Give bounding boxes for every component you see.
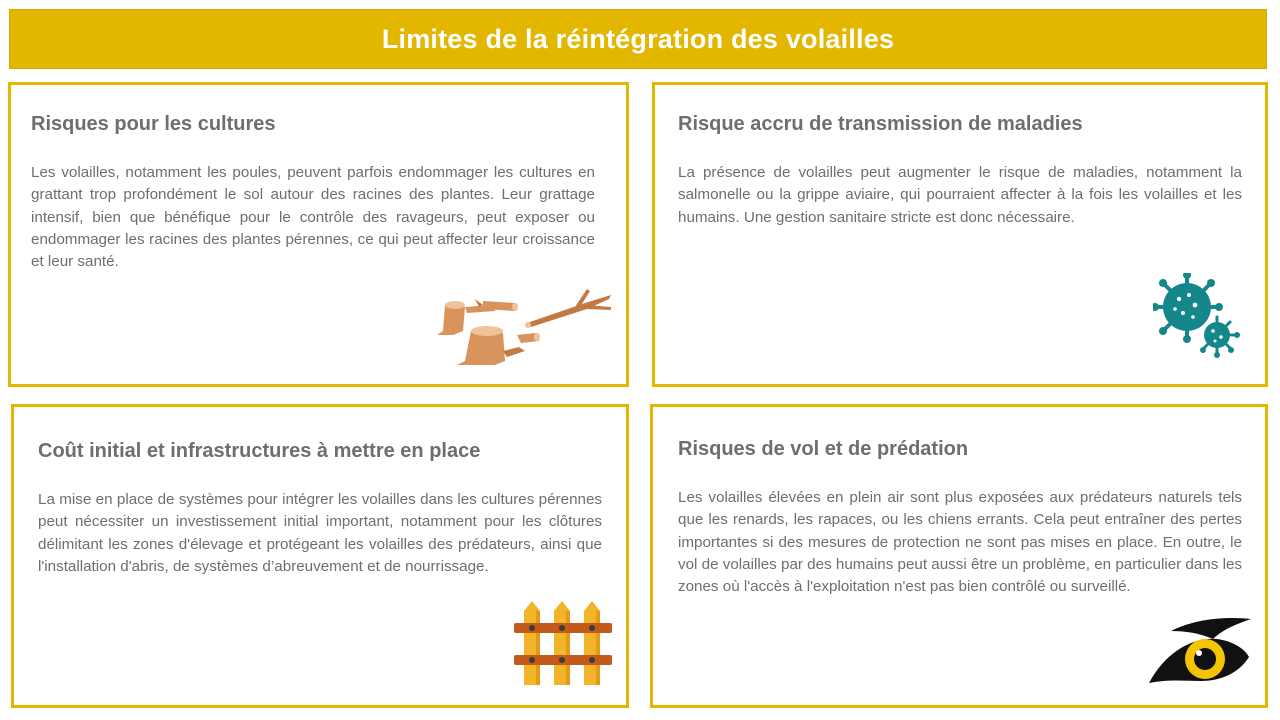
- card-body: La présence de volailles peut augmenter le risque de maladies, notamment la salmonelle ou la grippe aviaire, qui pourraient affecter à la fois les volailles et les humains. Une gestion sanitaire stricte est donc nécessaire.: [678, 164, 1242, 226]
- page-title: Limites de la réintégration des volailles: [381, 23, 895, 54]
- card-initial-cost: [11, 404, 629, 708]
- fence-icon: [512, 599, 614, 687]
- card-theft-predation: [650, 404, 1268, 708]
- card-crop-risks: [8, 82, 629, 387]
- title-banner: [9, 9, 1267, 69]
- card-title: Coût initial et infrastructures à mettre en place: [38, 440, 481, 462]
- predator-eye-icon: [1147, 617, 1251, 687]
- virus-icon: [1153, 273, 1243, 361]
- card-body: Les volailles élevées en plein air sont plus exposées aux prédateurs naturels tels que les renards, les rapaces, ou les chiens errants. Cela peut entraîner des pertes importantes si des mesures de protection ne sont pas mises en place. En outre, le vol de volailles par des humains peut aussi être un problème, en particulier dans les zones où l'accès à l'exploitation n'est pas bien contrôlé ou surveillé.: [678, 489, 1242, 596]
- card-body: La mise en place de systèmes pour intégrer les volailles dans les cultures pérennes peut nécessiter un investissement initial important, notamment pour les clôtures délimitant les zones d'élevage et protégeant les volailles des prédateurs, ainsi que l'installation d'abris, de systèmes d’abreuvement et de nourrissage.: [38, 491, 602, 575]
- card-disease-risk: [652, 82, 1268, 387]
- card-title: Risque accru de transmission de maladies: [678, 113, 1083, 135]
- tree-stumps-icon: [435, 285, 611, 367]
- card-body: Les volailles, notamment les poules, peuvent parfois endommager les cultures en grattant trop profondément le sol autour des racines des plantes. Leur grattage intensif, bien que bénéfique pour le contrôle des ravageurs, peut exposer ou endommager les racines des plantes pérennes, ce qui peut affecter leur croissance et leur santé.: [31, 164, 595, 271]
- card-title: Risques pour les cultures: [31, 113, 276, 135]
- card-title: Risques de vol et de prédation: [678, 438, 969, 460]
